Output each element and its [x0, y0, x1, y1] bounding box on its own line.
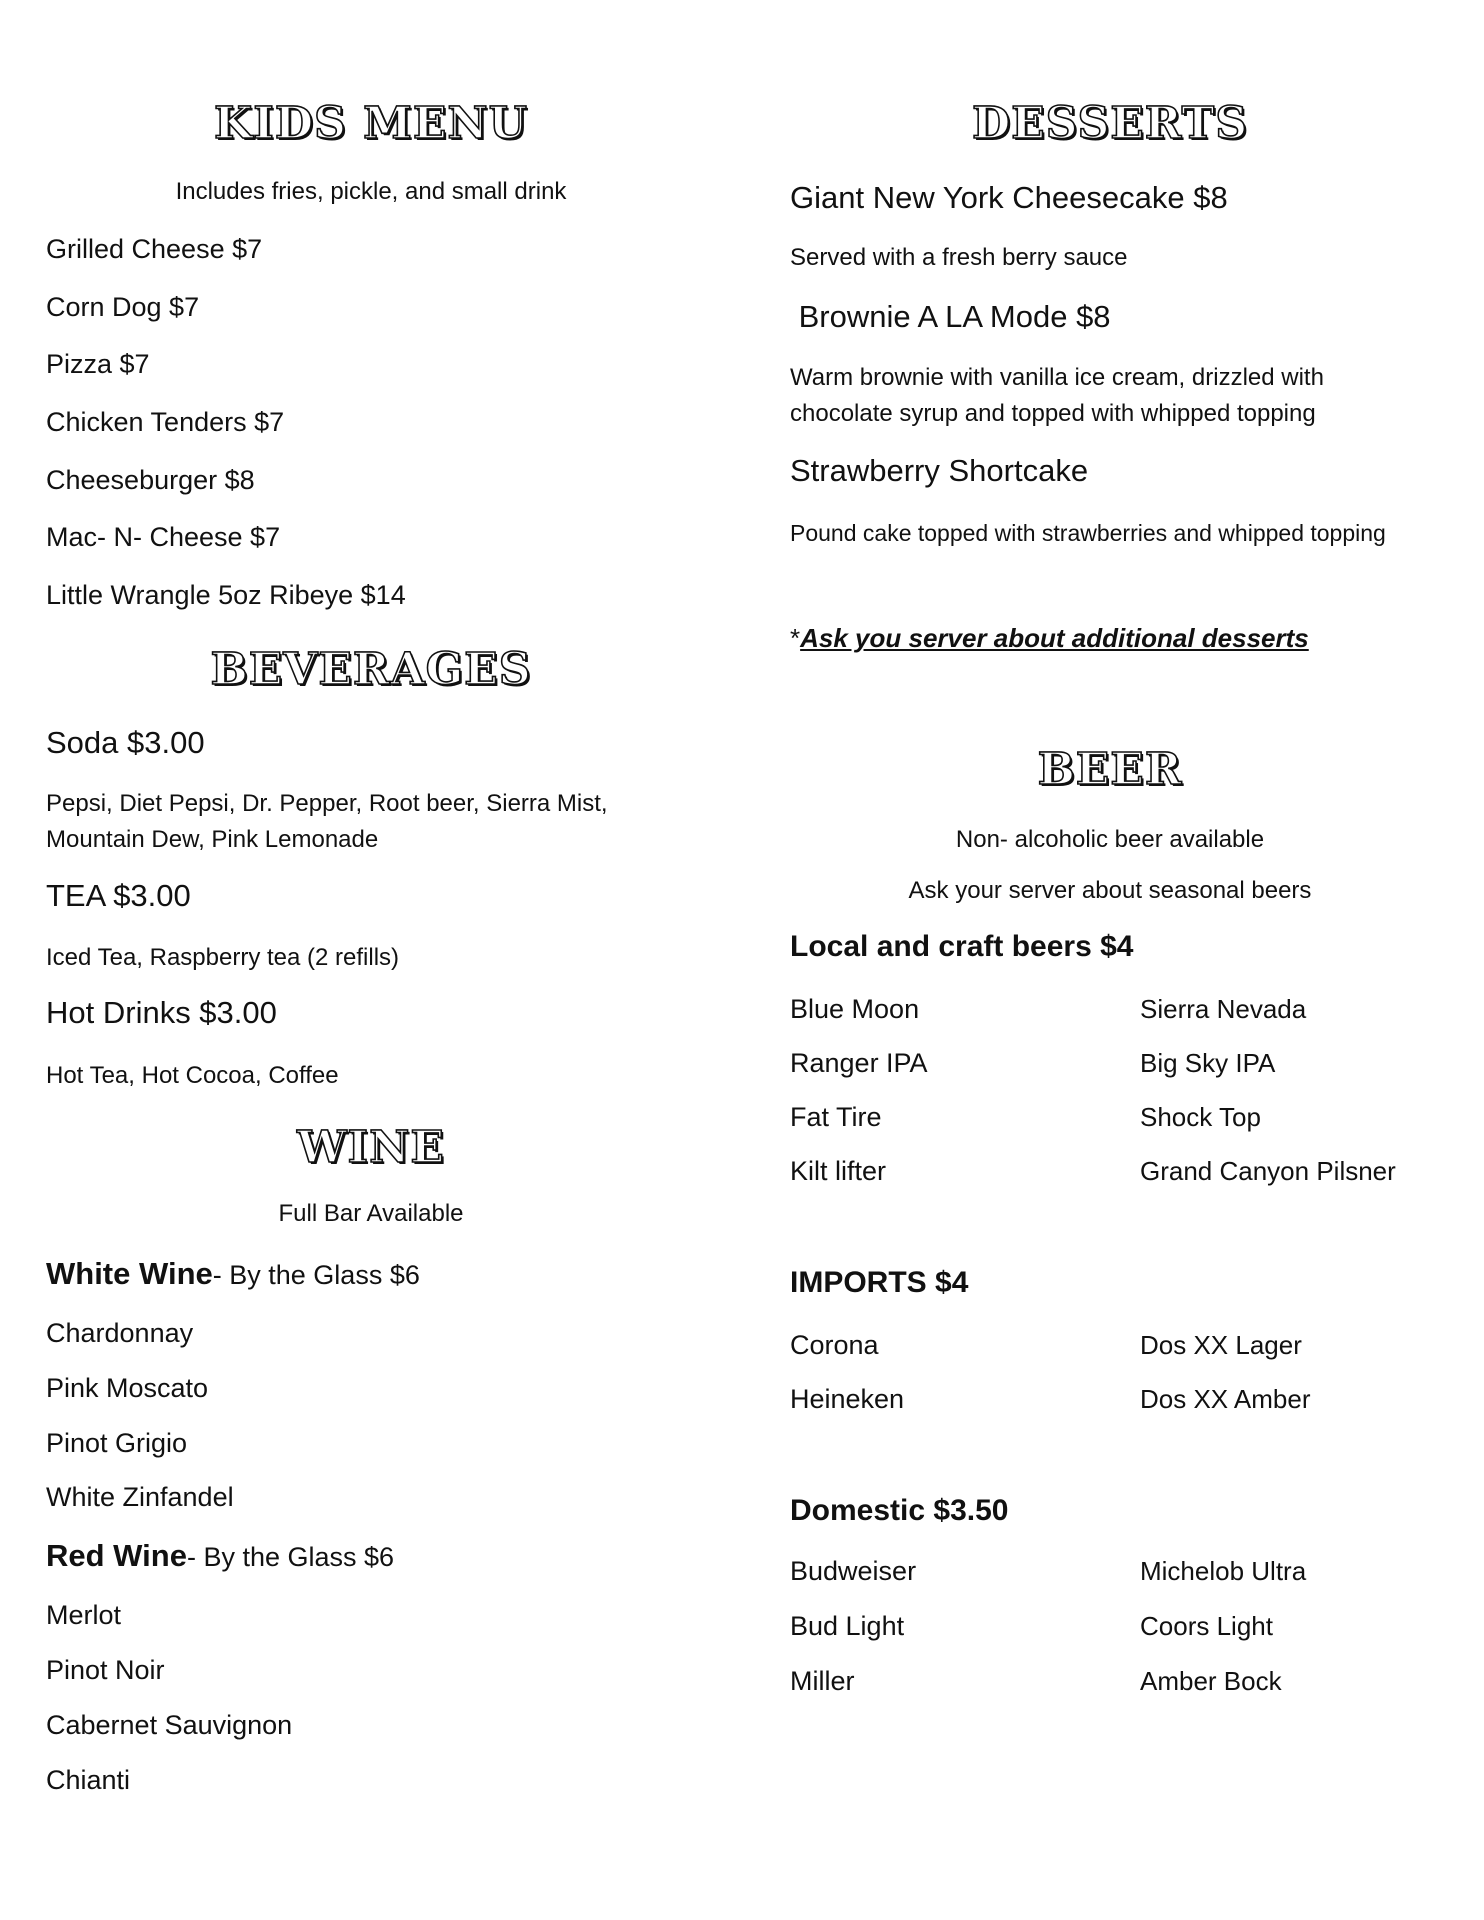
ask-text: Ask you server about additional desserts	[800, 623, 1309, 653]
dessert-title: Giant New York Cheesecake $8	[790, 180, 1228, 215]
kids-item: Cheeseburger $8	[46, 465, 255, 495]
red-wine-item: Pinot Noir	[46, 1655, 165, 1685]
local-craft-title: Local and craft beers $4	[790, 930, 1134, 963]
beer-item: Fat Tire	[790, 1102, 882, 1132]
beer-item: Budweiser	[790, 1556, 917, 1586]
dessert-description: Warm brownie with vanilla ice cream, drizzled with chocolate syrup and topped with whipped topping	[790, 364, 1324, 427]
kids-menu-note: Includes fries, pickle, and small drink	[175, 178, 567, 205]
hot-drinks-description: Hot Tea, Hot Cocoa, Coffee	[46, 1062, 339, 1089]
ask-server-desserts	[790, 623, 1309, 654]
white-wine-price: - By the Glass $6	[212, 1260, 420, 1290]
kids-item: Little Wrangle 5oz Ribeye $14	[46, 580, 406, 610]
kids-item: Grilled Cheese $7	[46, 234, 263, 264]
ask-prefix: *	[790, 623, 801, 653]
beer-note-seasonal: Ask your server about seasonal beers	[908, 877, 1312, 904]
beer-item: Sierra Nevada	[1140, 994, 1307, 1024]
beverages-heading: BEVERAGES	[210, 644, 532, 695]
hot-drinks-title: Hot Drinks $3.00	[46, 995, 277, 1030]
kids-item: Mac- N- Cheese $7	[46, 522, 281, 552]
beer-item: Kilt lifter	[790, 1156, 887, 1186]
kids-menu-heading: KIDS MENU	[214, 98, 528, 149]
beer-item: Michelob Ultra	[1140, 1556, 1307, 1586]
red-wine-price: - By the Glass $6	[186, 1542, 395, 1572]
domestic-title: Domestic $3.50	[790, 1494, 1009, 1527]
imports-title: IMPORTS $4	[790, 1266, 969, 1299]
desserts-heading: DESSERTS	[971, 98, 1249, 149]
tea-title: TEA $3.00	[46, 878, 191, 913]
beer-item: Shock Top	[1140, 1102, 1261, 1132]
white-wine-label: White Wine	[46, 1256, 213, 1291]
red-wine-item: Cabernet Sauvignon	[46, 1710, 293, 1740]
tea-description: Iced Tea, Raspberry tea (2 refills)	[46, 944, 400, 971]
red-wine-title	[46, 1538, 394, 1574]
white-wine-item: Pink Moscato	[46, 1373, 209, 1403]
white-wine-item: Chardonnay	[46, 1318, 194, 1348]
beer-item: Heineken	[790, 1384, 905, 1414]
beer-heading: BEER	[1037, 744, 1183, 795]
soda-title: Soda $3.00	[46, 725, 205, 760]
beer-item: Coors Light	[1140, 1611, 1273, 1641]
dessert-title: Brownie A LA Mode $8	[790, 299, 1111, 334]
beer-item: Blue Moon	[790, 994, 920, 1024]
white-wine-item: White Zinfandel	[46, 1482, 234, 1512]
beer-item: Dos XX Lager	[1140, 1330, 1302, 1360]
dessert-title: Strawberry Shortcake	[790, 453, 1089, 488]
beer-note-nonalcoholic: Non- alcoholic beer available	[955, 826, 1265, 853]
beer-item: Amber Bock	[1140, 1666, 1282, 1696]
beer-item: Miller	[790, 1666, 855, 1696]
dessert-description: Served with a fresh berry sauce	[790, 244, 1128, 271]
kids-item: Chicken Tenders $7	[46, 407, 285, 437]
kids-item: Corn Dog $7	[46, 292, 200, 322]
beer-item: Dos XX Amber	[1140, 1384, 1311, 1414]
red-wine-label: Red Wine	[46, 1538, 187, 1573]
beer-item: Bud Light	[790, 1611, 905, 1641]
red-wine-item: Merlot	[46, 1600, 122, 1630]
beer-item: Ranger IPA	[790, 1048, 928, 1078]
dessert-description: Pound cake topped with strawberries and whipped topping	[790, 520, 1386, 546]
red-wine-item: Chianti	[46, 1765, 131, 1795]
white-wine-item: Pinot Grigio	[46, 1428, 188, 1458]
kids-item: Pizza $7	[46, 349, 150, 379]
white-wine-title	[46, 1256, 420, 1292]
soda-description: Pepsi, Diet Pepsi, Dr. Pepper, Root beer, Sierra Mist, Mountain Dew, Pink Lemonade	[46, 790, 608, 853]
wine-note: Full Bar Available	[278, 1200, 464, 1227]
beer-item: Grand Canyon Pilsner	[1140, 1156, 1396, 1186]
wine-heading: WINE	[297, 1122, 445, 1173]
beer-item: Corona	[790, 1330, 879, 1360]
beer-item: Big Sky IPA	[1140, 1048, 1276, 1078]
